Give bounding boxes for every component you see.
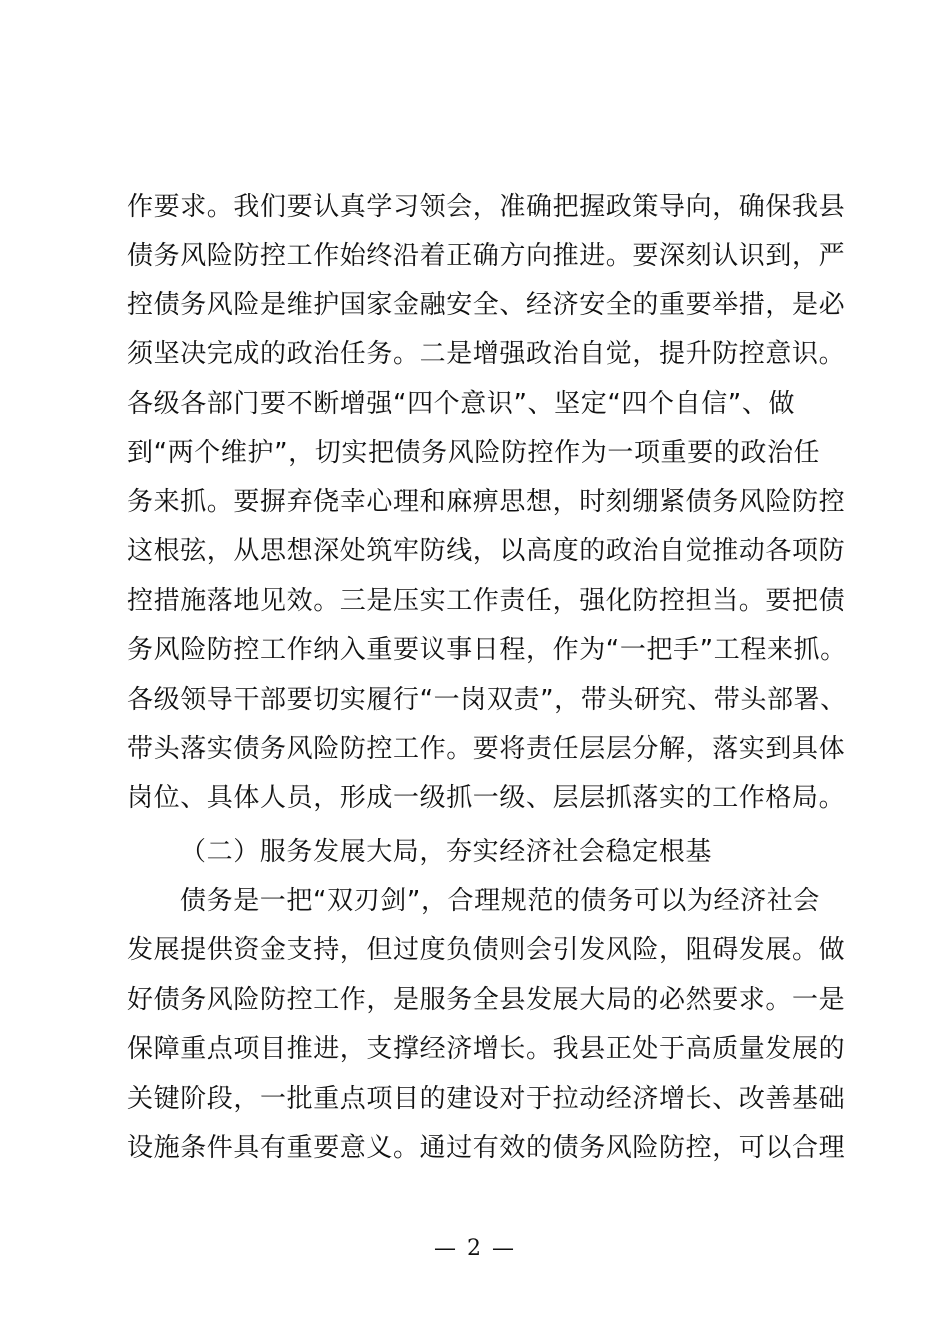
paragraph-line: 各级领导干部要切实履行“一岗双责”，带头研究、带头部署、: [127, 685, 847, 715]
paragraph-line: 各级各部门要不断增强“四个意识”、坚定“四个自信”、做: [127, 389, 796, 419]
paragraph-line: 关键阶段，一批重点项目的建设对于拉动经济增长、改善基础: [127, 1084, 846, 1114]
paragraph-line: 这根弦，从思想深处筑牢防线，以高度的政治自觉推动各项防: [127, 536, 846, 566]
paragraph-line: 带头落实债务风险防控工作。要将责任层层分解，落实到具体: [127, 734, 846, 764]
paragraph-line: 好债务风险防控工作，是服务全县发展大局的必然要求。一是: [127, 985, 846, 1015]
paragraph-line: 到“两个维护”，切实把债务风险防控作为一项重要的政治任: [127, 438, 821, 468]
paragraph-line: 债务是一把“双刃剑”，合理规范的债务可以为经济社会: [180, 886, 820, 916]
paragraph-line: 务风险防控工作纳入重要议事日程，作为“一把手”工程来抓。: [127, 635, 847, 665]
page-number: — 2 —: [434, 1236, 516, 1261]
paragraph-line: 控债务风险是维护国家金融安全、经济安全的重要举措，是必: [127, 290, 846, 320]
paragraph-line: 控措施落地见效。三是压实工作责任，强化防控担当。要把债: [127, 586, 846, 616]
paragraph-line: 岗位、具体人员，形成一级抓一级、层层抓落实的工作格局。: [127, 783, 846, 813]
paragraph-line: 须坚决完成的政治任务。二是增强政治自觉，提升防控意识。: [127, 339, 846, 369]
paragraph-line: 发展提供资金支持，但过度负债则会引发风险，阻碍发展。做: [127, 935, 846, 965]
paragraph-line: 作要求。我们要认真学习领会，准确把握政策导向，确保我县: [127, 192, 846, 222]
section-heading: （二）服务发展大局，夯实经济社会稳定根基: [180, 837, 713, 867]
paragraph-line: 债务风险防控工作始终沿着正确方向推进。要深刻认识到，严: [127, 241, 846, 271]
paragraph-line: 设施条件具有重要意义。通过有效的债务风险防控，可以合理: [127, 1133, 846, 1163]
paragraph-line: 保障重点项目推进，支撑经济增长。我县正处于高质量发展的: [127, 1034, 846, 1064]
paragraph-line: 务来抓。要摒弃侥幸心理和麻痹思想，时刻绷紧债务风险防控: [127, 487, 846, 517]
